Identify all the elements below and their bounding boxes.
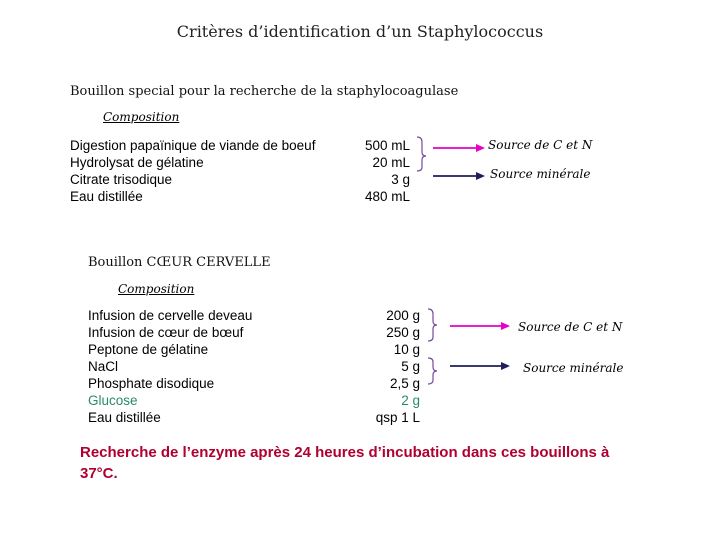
quantity-item: 250 g <box>386 325 420 340</box>
section1-brace <box>417 137 426 171</box>
section2-heading: Bouillon CŒUR CERVELLE <box>88 255 271 270</box>
quantity-item-glucose: 2 g <box>401 393 420 408</box>
section1-heading: Bouillon special pour la recherche de la staphylocoagulase <box>70 84 459 99</box>
section1-arrowhead-mineral <box>476 172 485 180</box>
ingredient-item: Hydrolysat de gélatine <box>70 155 204 170</box>
ingredient-item: Infusion de cœur de bœuf <box>88 325 244 340</box>
quantity-item: 10 g <box>393 342 420 357</box>
section1-note-carbon-nitrogen: Source de C et N <box>488 138 593 152</box>
section2-arrowhead-carbon-nitrogen <box>501 322 510 330</box>
ingredient-item: Citrate trisodique <box>70 172 173 187</box>
ingredient-item: Peptone de gélatine <box>88 342 209 357</box>
section2-note-carbon-nitrogen: Source de C et N <box>518 320 623 334</box>
ingredient-item: Eau distillée <box>88 410 161 425</box>
quantity-item: 3 g <box>391 172 410 187</box>
quantity-item: 5 g <box>401 359 420 374</box>
section1-composition-label: Composition <box>103 110 180 124</box>
ingredient-item-glucose: Glucose <box>88 393 138 408</box>
ingredient-item: Eau distillée <box>70 189 143 204</box>
section1-arrowhead-carbon-nitrogen <box>476 144 485 152</box>
quantity-item: 2,5 g <box>389 376 420 391</box>
quantity-item: qsp 1 L <box>375 410 420 425</box>
quantity-item: 200 g <box>386 308 420 323</box>
section2-brace-lower <box>428 358 437 384</box>
ingredient-item: Digestion papaïnique de viande de boeuf <box>70 138 316 153</box>
conclusion-text: Recherche de l’enzyme après 24 heures d’incubation dans ces bouillons à 37°C. <box>80 444 610 482</box>
section2-note-mineral: Source minérale <box>523 361 624 375</box>
ingredient-item: Phosphate disodique <box>88 376 215 391</box>
section1-note-mineral: Source minérale <box>490 167 591 181</box>
section2-brace-upper <box>428 309 437 341</box>
section2-composition-label: Composition <box>118 282 195 296</box>
ingredient-item: NaCl <box>88 359 119 374</box>
quantity-item: 20 mL <box>372 155 410 170</box>
section2-arrowhead-mineral <box>501 362 510 370</box>
quantity-item: 500 mL <box>364 138 410 153</box>
quantity-item: 480 mL <box>364 189 410 204</box>
ingredient-item: Infusion de cervelle deveau <box>88 308 253 323</box>
page-title: Critères d’identification d’un Staphylococcus <box>176 22 544 41</box>
